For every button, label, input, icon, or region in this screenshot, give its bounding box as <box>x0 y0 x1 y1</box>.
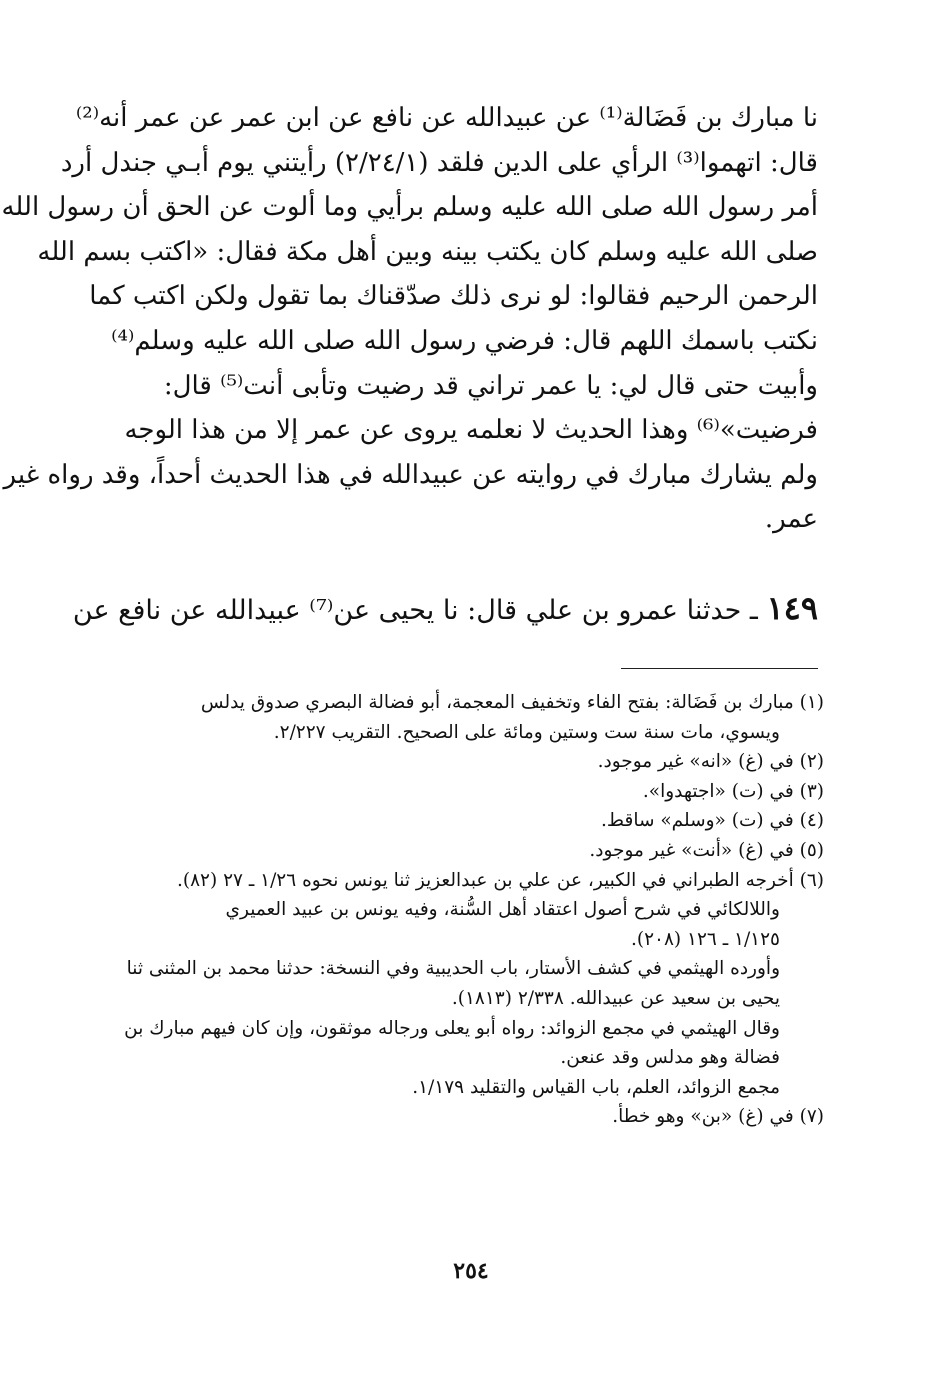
main-text-line: نا مبارك بن فَضَالة⁽¹⁾ عن عبيدالله عن نافع عن ابن عمر عن عمر أنه⁽²⁾ <box>75 103 818 133</box>
footnote-divider <box>621 668 818 669</box>
footnote-line: (٢) في (غ) «انه» غير موجود. <box>597 751 824 773</box>
footnote-line: ويسوي، مات سنة ست وستين ومائة على الصحيح. التقريب ٢/٢٢٧. <box>273 721 780 743</box>
main-text-line: صلى الله عليه وسلم كان يكتب بينه وبين أهل مكة فقال: «اكتب بسم الله <box>37 236 818 267</box>
footnote-line: (١) مبارك بن فَضَالة: بفتح الفاء وتخفيف المعجمة، أبو فضالة البصري صدوق يدلس <box>200 692 824 713</box>
footnote-line: (٦) أخرجه الطبراني في الكبير، عن علي بن عبدالعزيز ثنا يونس نحوه ١/٢٦ ـ ٢٧ (٨٢). <box>176 869 824 891</box>
main-text-line: نكتب باسمك اللهم قال: فرضي رسول الله صلى الله عليه وسلم⁽⁴⁾ <box>111 325 818 356</box>
hadith-text: ـ حدثنا عمرو بن علي قال: نا يحيى عن⁽⁷⁾ عبيدالله عن نافع عن <box>72 595 767 626</box>
main-text-line: ولم يشارك مبارك في روايته عن عبيدالله في هذا الحديث أحداً، وقد رواه غير <box>3 459 818 490</box>
page-number: ٢٥٤ <box>453 1258 489 1284</box>
footnote-line: واللالكائي في شرح أصول اعتقاد أهل السُّنة، وفيه يونس بن عبيد العميري <box>225 899 780 921</box>
footnote-line: (٥) في (غ) «أنت» غير موجود. <box>589 839 824 861</box>
footnote-line: (٧) في (غ) «بن» وهو خطأ. <box>612 1106 824 1128</box>
main-text-block <box>1 96 818 542</box>
footnote-line: يحيى بن سعيد عن عبيدالله. ٢/٣٣٨ (١٨١٣). <box>451 987 780 1009</box>
footnote-line: (٣) في (ت) «اجتهدوا». <box>642 780 824 802</box>
footnote-line: فضالة وهو مدلس وقد عنعن. <box>560 1047 780 1069</box>
footnotes-block <box>106 688 824 1132</box>
main-text-line: وأبيت حتى قال لي: يا عمر تراني قد رضيت وتأبى أنت⁽⁵⁾ قال: <box>163 370 818 401</box>
main-text-line: فرضيت»⁽⁶⁾ وهذا الحديث لا نعلمه يروى عن عمر إلا من هذا الوجه <box>124 415 818 446</box>
hadith-heading <box>72 584 818 635</box>
footnote-line: وأورده الهيثمي في كشف الأستار، باب الحديبية وفي النسخة: حدثنا محمد بن المثنى ثنا <box>126 958 780 980</box>
footnote-line: وقال الهيثمي في مجمع الزوائد: رواه أبو يعلى ورجاله موثقون، وإن كان فيهم مبارك بن <box>124 1017 780 1039</box>
main-text-line: عمر. <box>764 504 818 535</box>
footnote-line: ١/١٢٥ ـ ١٢٦ (٢٠٨). <box>630 928 780 950</box>
footnote-line: مجمع الزوائد، العلم، باب القياس والتقليد ١/١٧٩. <box>412 1076 780 1098</box>
footnote-line: (٤) في (ت) «وسلم» ساقط. <box>601 810 824 832</box>
main-text-line: قال: اتهموا⁽³⁾ الرأي على الدين فلقد (٢/٢٤/١) رأيتني يوم أبـي جندل أرد <box>60 147 818 178</box>
main-text-line: الرحمن الرحيم فقالوا: لو نرى ذلك صدّقناك بما تقول ولكن اكتب كما <box>89 281 818 312</box>
hadith-number: ١٤٩ <box>766 589 818 627</box>
main-text-line: أمر رسول الله صلى الله عليه وسلم برأيي وما ألوت عن الحق أن رسول الله <box>1 192 818 223</box>
